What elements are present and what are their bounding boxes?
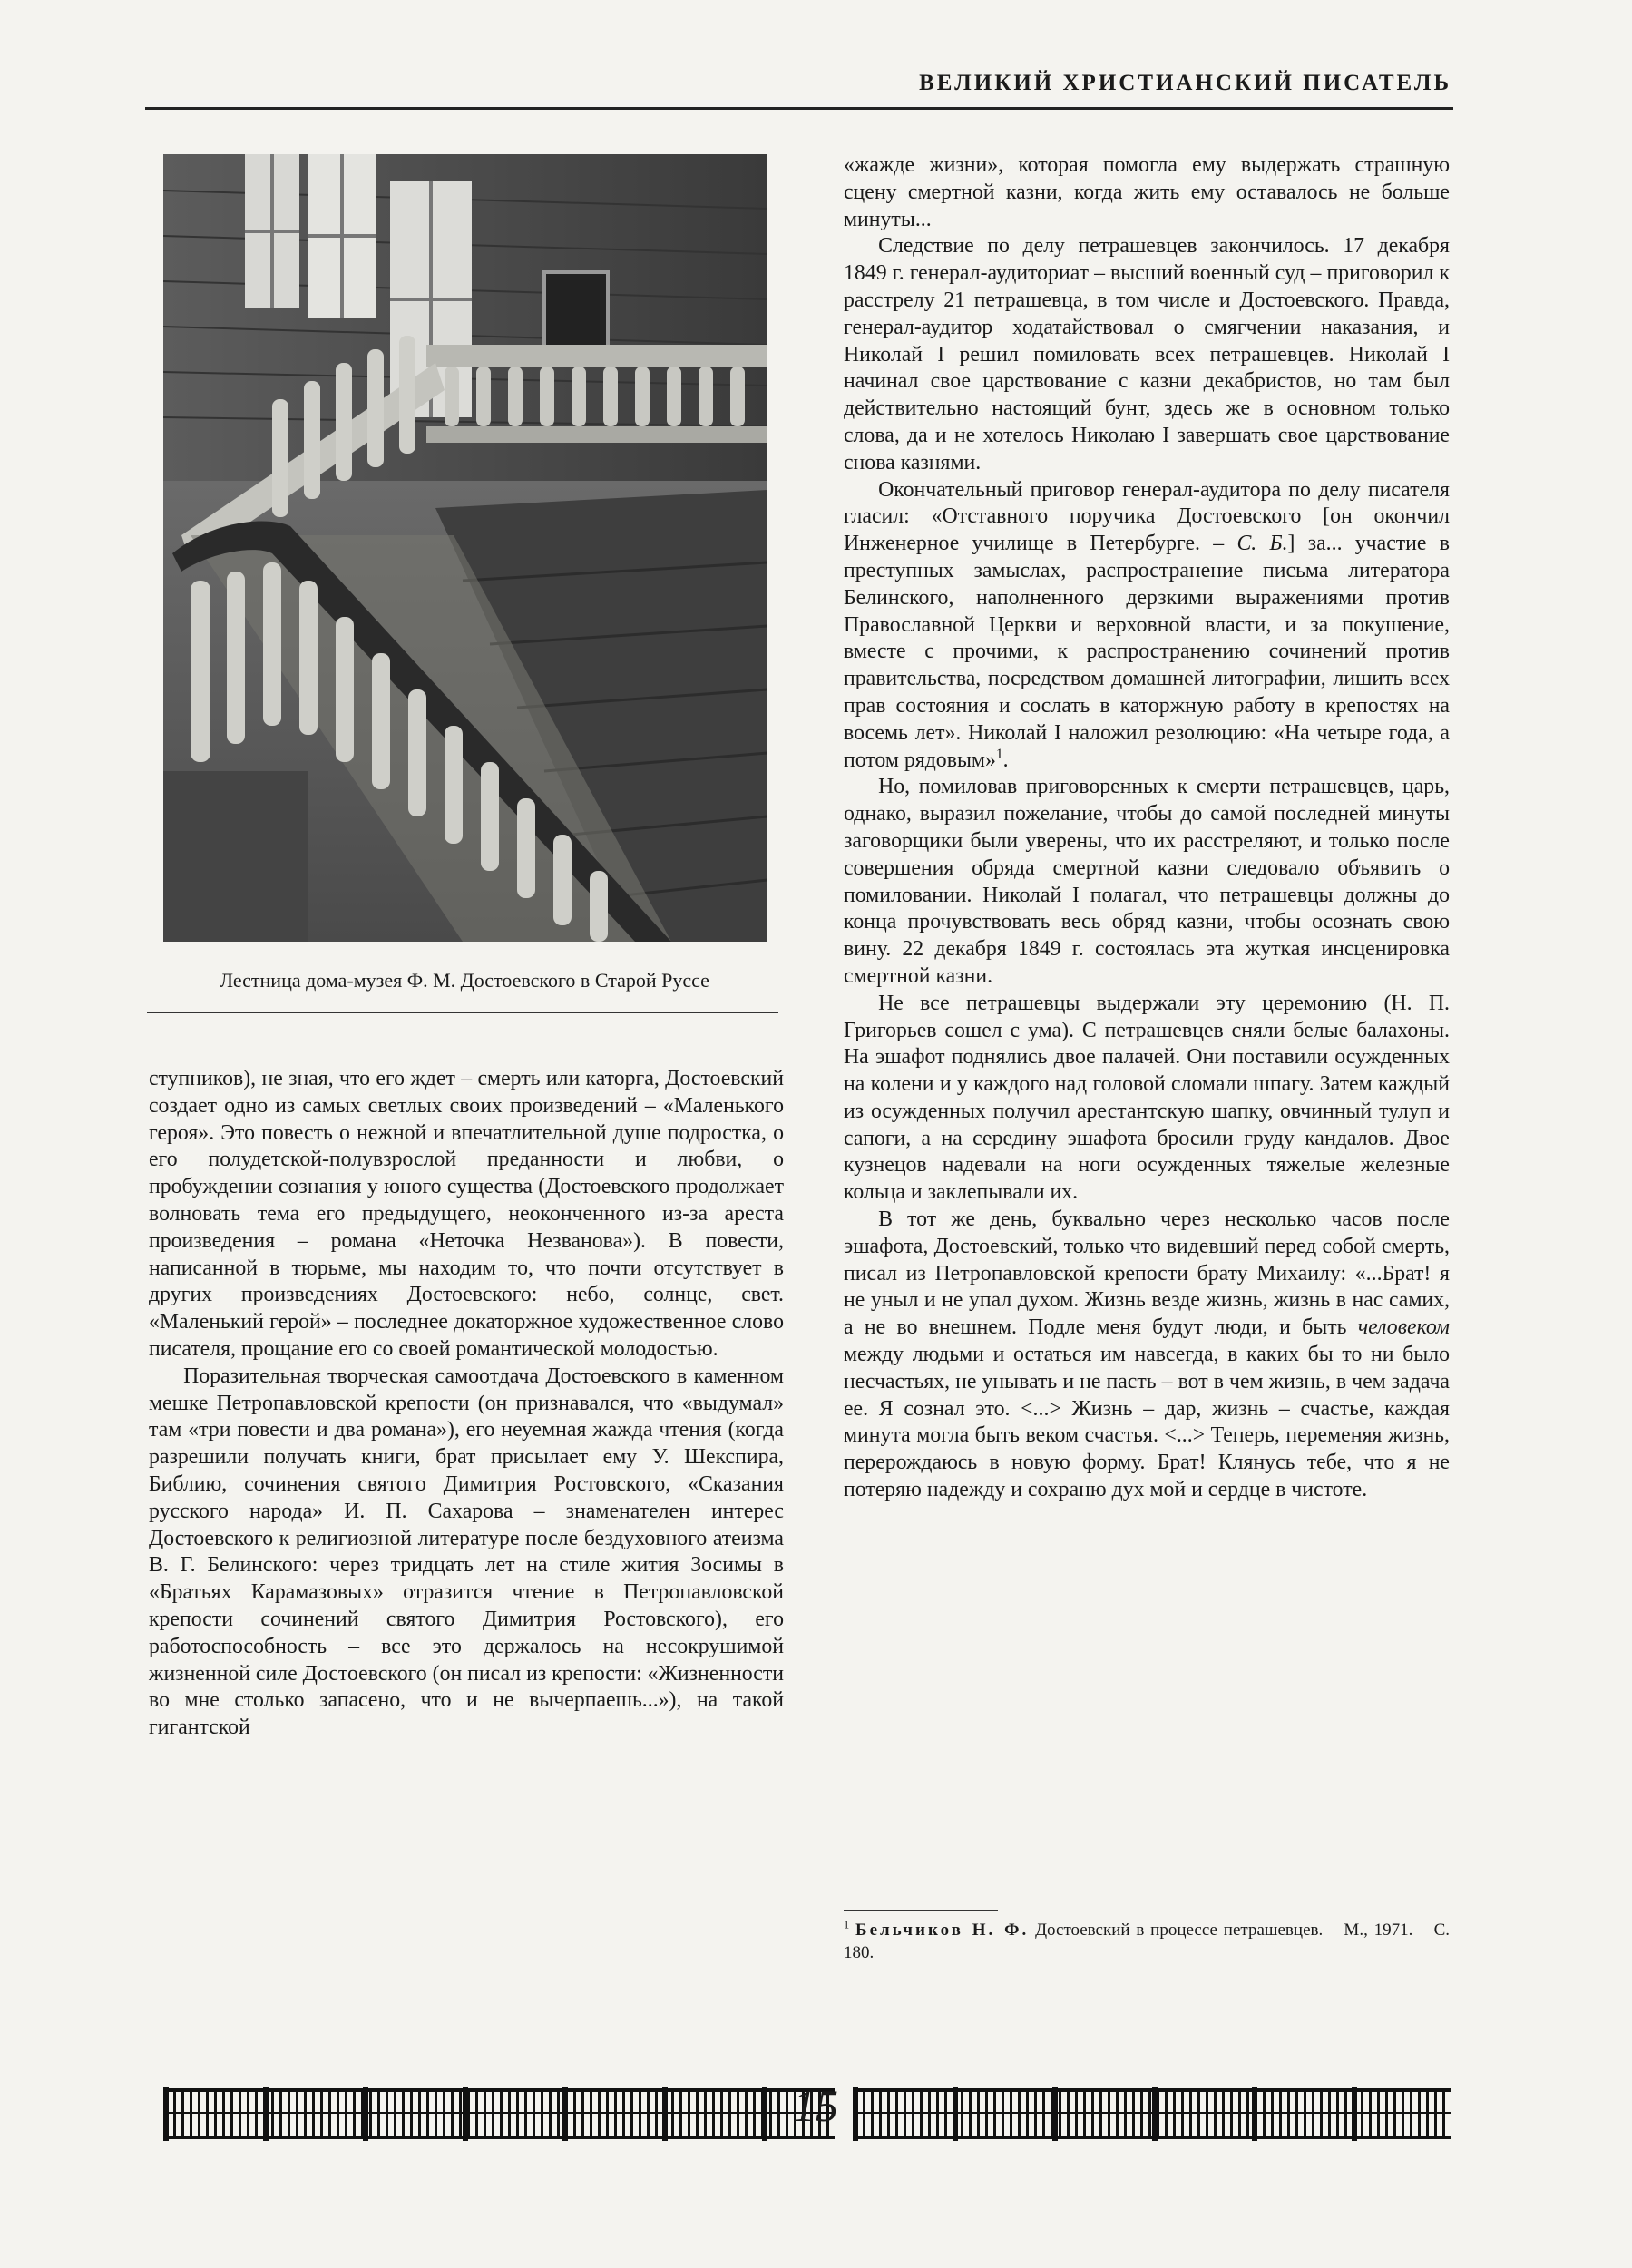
footnote: [844, 1919, 1450, 1964]
decorative-fence-right: [853, 2085, 1524, 2145]
paragraph: «жажде жизни», которая помогла ему выдержать страшную сцену смертной казни, когда жить ему оставалось не больше минуты...: [844, 153, 1450, 231]
text-run: В тот же день, буквально через несколько часов после эшафота, Достоевский, только что видевший перед собой смерть, писал из Петропавловской крепости брату Михаилу: «...Брат! я не уныл и не упал духом. Жизнь везде жизнь, жизнь в нас самих, а не во внешнем. Подле меня будут люди, и быть: [844, 1207, 1450, 1340]
header-rule: [145, 107, 1453, 110]
footnote-text: Достоевский в процессе петрашевцев. – М., 1971. – С. 180.: [844, 1921, 1451, 1962]
paragraph: Не все петрашевцы выдержали эту церемонию (Н. П. Григорьев сошел с ума). С петрашевцев сняли белые балахоны. На эшафот поднялись двое палачей. Они поставили осужденных на колени и у каждого над головой сломали шпагу. Затем каждый из осужденных получил арестантскую шапку, овчинный тулуп и сапоги, а на середину эшафота бросили груду кандалов. Двое кузнецов надевали на ноги осужденных тяжелые железные кольца и заклепывали их.: [844, 991, 1450, 1205]
page-number: 15: [793, 2080, 838, 2131]
text-run: .: [1002, 748, 1009, 772]
footnote-reference[interactable]: 1: [995, 746, 1003, 762]
staircase-photo: [163, 154, 767, 942]
fence-ornament-right: [853, 2085, 1451, 2145]
figure-caption: Лестница дома-музея Ф. М. Достоевского в Старой Руссе: [220, 969, 709, 992]
footnote-author: Бельчиков Н. Ф.: [855, 1921, 1030, 1940]
emphasis: человеком: [1357, 1315, 1450, 1340]
caption-rule: [147, 1012, 778, 1013]
text-run: ] за... участие в преступных замыслах, распространение письма литератора Белинского, наполненного дерзкими выражениями против Православной Церкви и верховной власти, и за покушение, вместе с прочими, к распространению сочинений против правительства, посредством домашней литографии, лишить всех прав состояния и сослать в каторжную работу в крепостях на восемь лет». Николай I наложил резолюцию: «На четыре года, а потом рядовым»: [844, 532, 1450, 772]
author-initials: С. Б.: [1236, 532, 1288, 556]
paragraph: Но, помиловав приговоренных к смерти петрашевцев, царь, однако, выразил пожелание, чтобы до самой последней минуты заговорщики были уверены, что их расстреляют, и только после совершения обряда смертной казни следовало объявить о помиловании. Николай I полагал, что петрашевцы должны до конца прочувствовать весь обряд казни, чтобы осознать свою вину. 22 декабря 1849 г. состоялась эта жуткая инсценировка смертной казни.: [844, 775, 1450, 988]
running-header: ВЕЛИКИЙ ХРИСТИАНСКИЙ ПИСАТЕЛЬ: [919, 71, 1451, 95]
text-run: между людьми и остаться им навсегда, в каких бы то ни было несчастьях, не унывать и не пасть – вот в чем жизнь, в чем задача ее. Я сознал это. <...> Жизнь – дар, жизнь – счастье, каждая минута могла быть веком счастья. <...> Теперь, переменяя жизнь, перерождаюсь в новую форму. Брат! Клянусь тебе, что я не потеряю надежду и сохраню дух мой и сердце в чистоте.: [844, 1343, 1450, 1502]
staircase-photo-image: [163, 154, 767, 942]
footnote-mark: 1: [844, 1918, 850, 1931]
paragraph: Следствие по делу петрашевцев закончилось. 17 декабря 1849 г. генерал-аудиториат – высший военный суд – приговорил к расстрелу 21 петрашевца, в том числе и Достоевского. Правда, генерал-аудитор ходатайствовал о смягчении наказания, и Николай I решил помиловать всех петрашевцев. Николай I начинал свое царствование с казни декабристов, но там был действительно настоящий бунт, здесь же в основном только слова, да и не хотелось Николаю I завершать свое царствование снова казнями.: [844, 234, 1450, 474]
footnote-rule: [844, 1910, 998, 1911]
text-run: Окончательный приговор генерал-аудитора по делу писателя гласил: «Отставного поручика Достоевского [он окончил Инженерное училище в Петербурге. –: [844, 477, 1450, 556]
fence-ornament-left: [163, 2085, 835, 2145]
left-column: [149, 1066, 784, 1742]
paragraph: [844, 1207, 1450, 1504]
paragraph: Поразительная творческая самоотдача Достоевского в каменном мешке Петропавловской крепости (он признавался, что «выдумал» там «три повести и два романа»), его неуемная жажда чтения (когда разрешили получать книги, брат присылает ему У. Шекспира, Библию, сочинения святого Димитрия Ростовского, «Сказания русского народа» И. П. Сахарова – знаменателен интерес Достоевского к религиозной литературе после бездуховного атеизма В. Г. Белинского: через тридцать лет на стиле жития Зосимы в «Братьях Карамазовых» отразится чтение в Петропавловской крепости сочинений святого Димитрия Ростовского), его работоспособность – все это держалось на несокрушимой жизненной силе Достоевского (он писал из крепости: «Жизненности во мне столько запасено, что и не вычерпаешь...»), на такой гигантской: [149, 1364, 784, 1740]
right-column: [844, 152, 1450, 1504]
paragraph: ступников), не зная, что его ждет – смерть или каторга, Достоевский создает одно из самых светлых своих произведений – «Маленького героя». Это повесть о нежной и впечатлительной душе подростка, о его полудетской-полувзрослой преданности и любви, о пробуждении сознания у юного существа (Достоевского продолжает волновать тема его предыдущего, неоконченного из-за ареста произведения – романа «Неточка Незванова»). В повести, написанной в тюрьме, мы находим то, что почти отсутствует в других произведениях Достоевского: небо, солнце, свет. «Маленький герой» – последнее докаторжное художественное слово писателя, прощание его со своей романтической молодостью.: [149, 1067, 784, 1361]
decorative-fence-left: [163, 2085, 835, 2145]
paragraph: [844, 477, 1450, 775]
